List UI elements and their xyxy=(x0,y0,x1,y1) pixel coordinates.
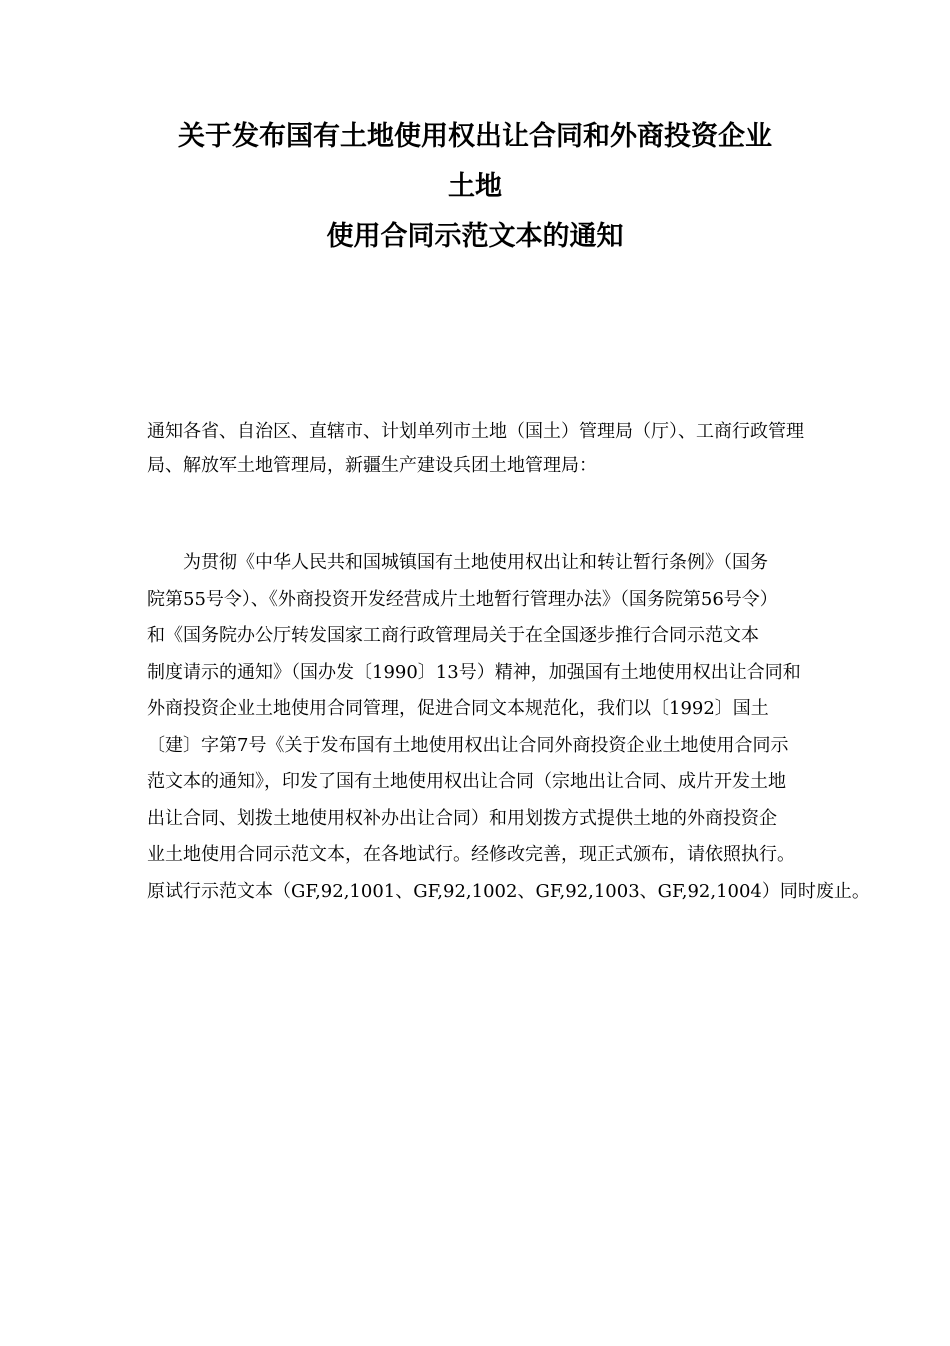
body-line: 〔建〕字第7号《关于发布国有土地使用权出让合同外商投资企业土地使用合同示 xyxy=(147,734,789,756)
document-title xyxy=(0,112,950,262)
body-line: 外商投资企业土地使用合同管理，促进合同文本规范化，我们以〔1992〕国土 xyxy=(147,698,769,719)
body-line: 范文本的通知》，印发了国有土地使用权出让合同（宗地出让合同、成片开发土地 xyxy=(147,771,786,792)
body-line: 和《国务院办公厅转发国家工商行政管理局关于在全国逐步推行合同示范文本 xyxy=(147,625,759,646)
title-line-1: 关于发布国有土地使用权出让合同和外商投资企业 xyxy=(178,121,772,152)
title-line-3: 使用合同示范文本的通知 xyxy=(326,221,624,252)
addressee-line: 局、解放军土地管理局，新疆生产建设兵团土地管理局： xyxy=(147,455,597,476)
body-line: 业土地使用合同示范文本，在各地试行。经修改完善，现正式颁布，请依照执行。 xyxy=(147,844,795,865)
body-line: 院第55号令）、《外商投资开发经营成片土地暂行管理办法》（国务院第56号令） xyxy=(147,588,778,610)
addressee-paragraph xyxy=(147,415,804,483)
body-paragraph xyxy=(147,545,870,910)
body-line: 原试行示范文本（GF,92,1001、GF,92,1002、GF,92,1003、GF,92,1004）同时废止。 xyxy=(147,880,870,902)
body-line: 制度请示的通知》（国办发〔1990〕13号）精神，加强国有土地使用权出让合同和 xyxy=(147,661,801,683)
addressee-line: 通知各省、自治区、直辖市、计划单列市土地（国土）管理局（厅）、工商行政管理 xyxy=(147,421,804,442)
body-line: 为贯彻《中华人民共和国城镇国有土地使用权出让和转让暂行条例》（国务 xyxy=(147,552,768,573)
body-line: 出让合同、划拨土地使用权补办出让合同）和用划拨方式提供土地的外商投资企 xyxy=(147,807,777,829)
title-line-2: 土地 xyxy=(448,171,502,202)
